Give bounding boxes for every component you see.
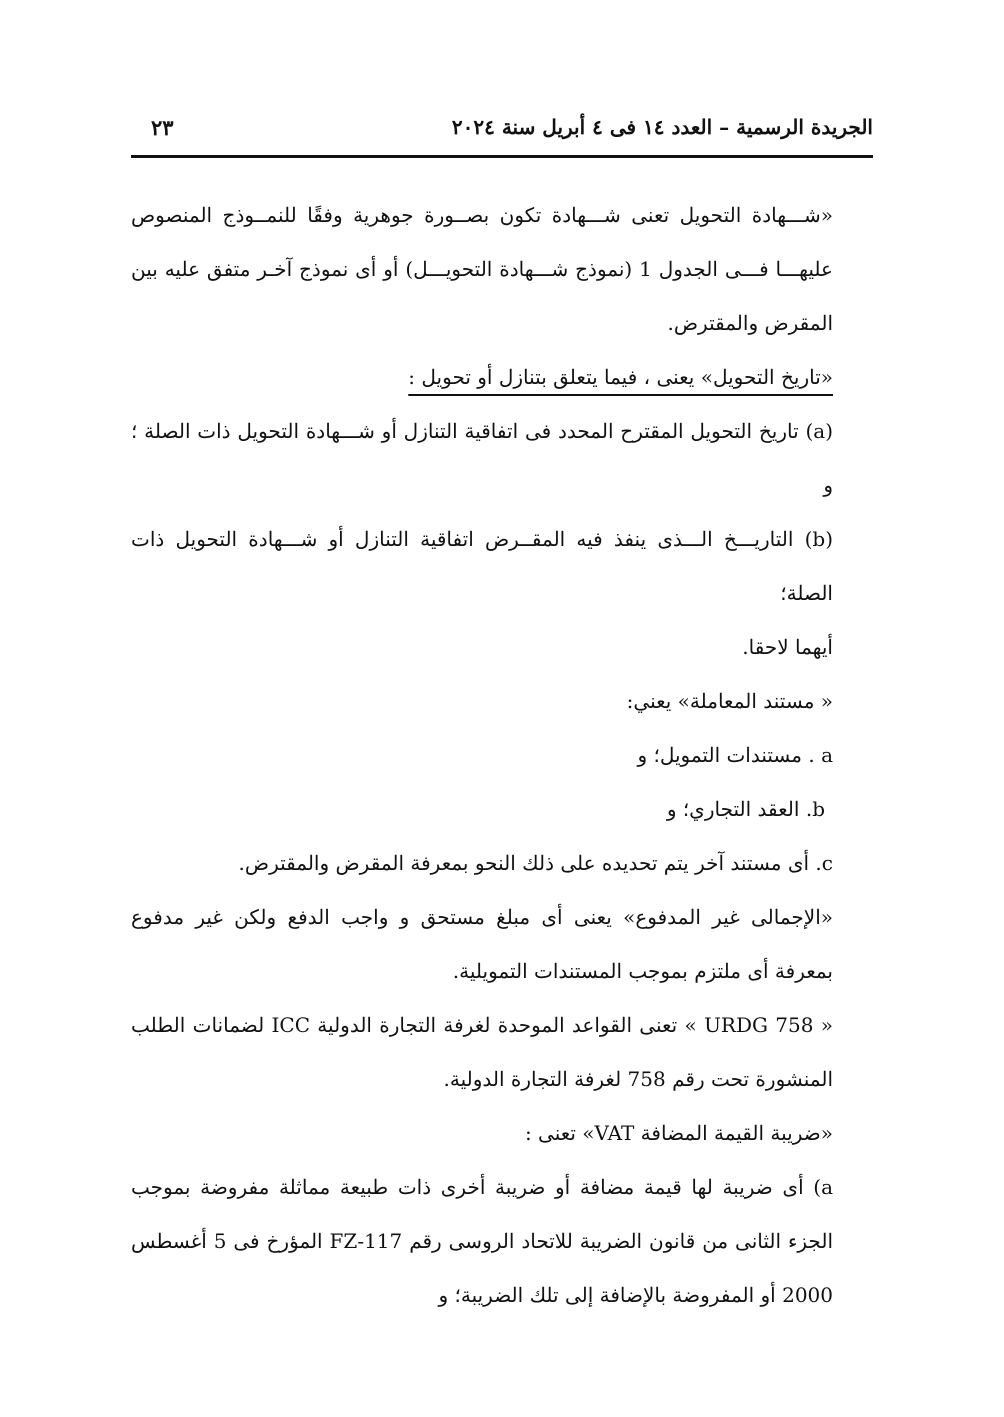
document-page bbox=[131, 105, 873, 1322]
definition-transfer-date bbox=[131, 350, 873, 404]
definition-transfer-date-text: «تاريخ التحويل» يعنى ، فيما يتعلق بتنازل أو تحويل : bbox=[408, 365, 833, 389]
definition-transfer-certificate: «شـــهادة التحويل تعنى شـــهادة تكون بصــورة جوهرية وفقًا للنمــوذج المنصوص عليهـــا فـــى الجدول 1 (نموذج شـــهادة التحويـــل) أو أى نموذج آخـر متفق عليه بين المقرض والمقترض. bbox=[131, 203, 833, 335]
page-header bbox=[131, 105, 873, 158]
definition-urdg-758: « URDG 758 » تعنى القواعد الموحدة لغرفة التجارة الدولية ICC لضمانات الطلب المنشورة تحت رقم 758 لغرفة التجارة الدولية. bbox=[131, 1013, 833, 1091]
definition-transaction-document: « مستند المعاملة» يعني: bbox=[626, 689, 833, 713]
transaction-document-item-c: c. أى مستند آخر يتم تحديده على ذلك النحو بمعرفة المقرض والمقترض. bbox=[238, 851, 833, 875]
vat-item-a: a) أى ضريبة لها قيمة مضافة أو ضريبة أخرى ذات طبيعة مماثلة مفروضة بموجب الجزء الثانى من قانون الضريبة للاتحاد الروسى رقم FZ-117 المؤرخ فى 5 أغسطس 2000 أو المفروضة بالإضافة إلى تلك الضريبة؛ و bbox=[131, 1175, 833, 1307]
transfer-date-item-a: (a) تاريخ التحويل المقترح المحدد فى اتفاقية التنازل أو شـــهادة التحويل ذات الصلة ؛ و bbox=[131, 419, 833, 497]
definition-vat: «ضريبة القيمة المضافة VAT» تعنى : bbox=[524, 1121, 833, 1145]
transfer-date-item-b: (b) التاريـــخ الـــذى ينفذ فيه المقــرض اتفاقية التنازل أو شـــهادة التحويل ذات الصلة؛ bbox=[131, 527, 833, 605]
gazette-title: الجريدة الرسمية – العدد ١٤ فى ٤ أبريل سنة ٢٠٢٤ bbox=[451, 115, 873, 139]
document-body bbox=[131, 188, 873, 1322]
transaction-document-item-b: b. العقد التجاري؛ و bbox=[666, 797, 825, 821]
definition-unpaid-sum: «الإجمالى غير المدفوع» يعنى أى مبلغ مستحق و واجب الدفع ولكن غير مدفوع بمعرفة أى ملتزم بموجب المستندات التمويلية. bbox=[131, 905, 833, 983]
transfer-date-whichever-later: أيهما لاحقا. bbox=[742, 635, 833, 659]
transaction-document-item-a: a . مستندات التمويل؛ و bbox=[637, 743, 833, 767]
page-number: ٢٣ bbox=[151, 115, 174, 140]
